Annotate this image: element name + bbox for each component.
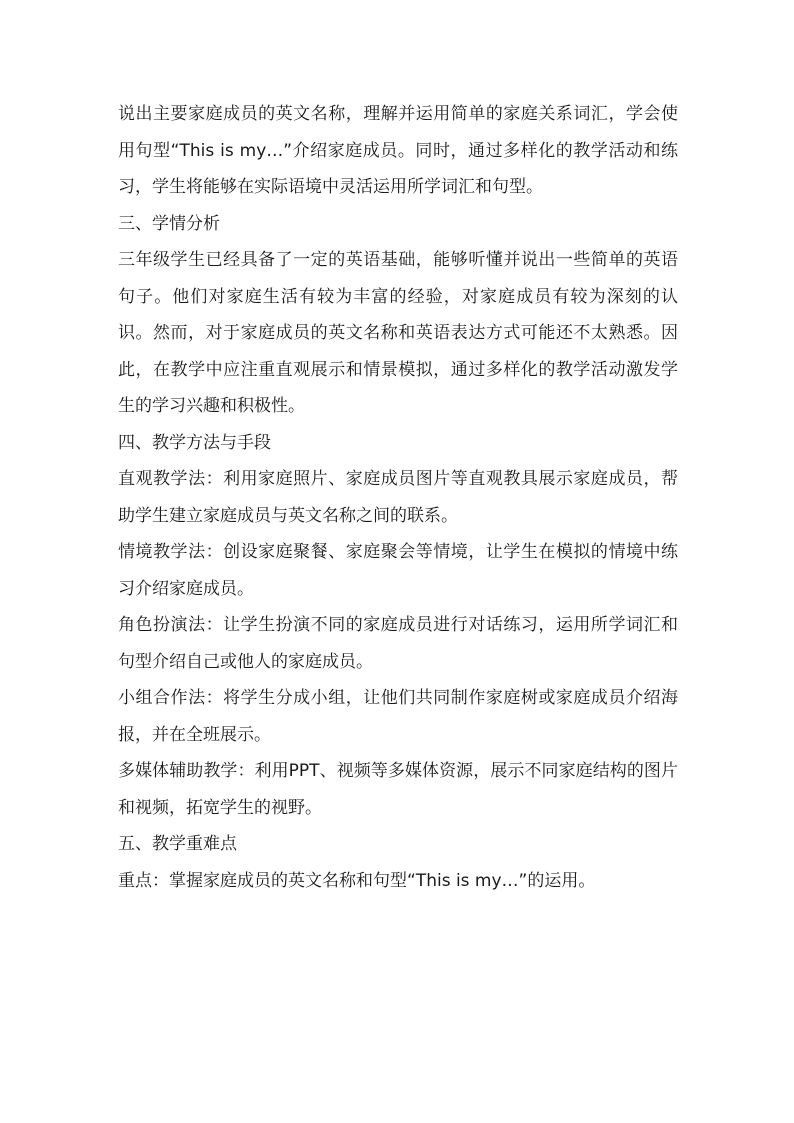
section-heading-learner-analysis: 三、学情分析 <box>118 213 220 234</box>
paragraph-learner-analysis: 三年级学生已经具备了一定的英语基础，能够听懂并说出一些简单的英语句子。他们对家庭生活有较为丰富的经验，对家庭成员有较为深刻的认识。然而，对于家庭成员的英文名称和英语表达方式可能还不太熟悉。因此，在教学中应注重直观展示和情景模拟，通过多样化的教学活动激发学生的学习兴趣和积极性。 <box>118 250 678 416</box>
section-heading-key-points: 五、教学重难点 <box>118 834 237 854</box>
section-heading-teaching-methods: 四、教学方法与手段 <box>118 432 271 453</box>
paragraph-method-multimedia: 多媒体辅助教学：利用PPT、视频等多媒体资源，展示不同家庭结构的图片和视频，拓宽学生的视野。 <box>118 761 678 818</box>
paragraph-objectives: 说出主要家庭成员的英文名称，理解并运用简单的家庭关系词汇，学会使用句型“This is my…”介绍家庭成员。同时，通过多样化的教学活动和练习，学生将能够在实际语境中灵活运用所学词汇和句型。 <box>118 104 678 197</box>
paragraph-method-group-work: 小组合作法：将学生分成小组，让他们共同制作家庭树或家庭成员介绍海报，并在全班展示。 <box>118 688 678 745</box>
paragraph-method-situational: 情境教学法：创设家庭聚餐、家庭聚会等情境，让学生在模拟的情境中练习介绍家庭成员。 <box>118 542 678 599</box>
document-body <box>118 96 678 899</box>
paragraph-method-visual: 直观教学法：利用家庭照片、家庭成员图片等直观教具展示家庭成员，帮助学生建立家庭成员与英文名称之间的联系。 <box>118 469 678 526</box>
paragraph-key-point: 重点：掌握家庭成员的英文名称和句型“This is my…”的运用。 <box>118 870 596 891</box>
paragraph-method-role-play: 角色扮演法：让学生扮演不同的家庭成员进行对话练习，运用所学词汇和句型介绍自己或他人的家庭成员。 <box>118 615 678 672</box>
